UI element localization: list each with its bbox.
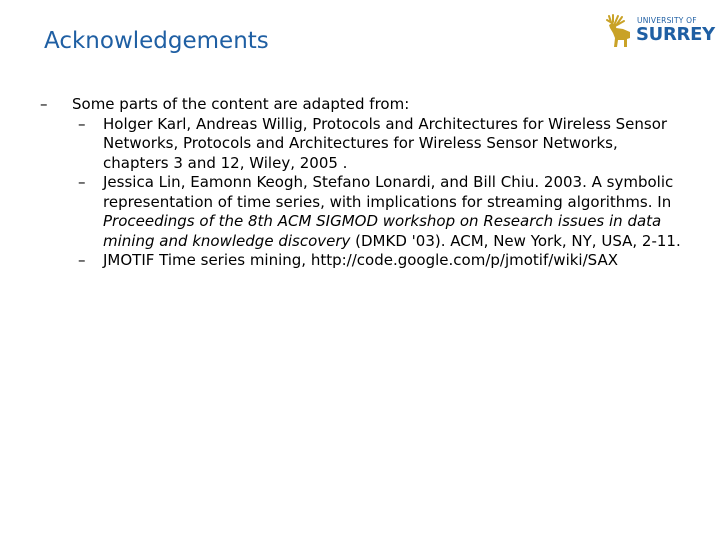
dash-bullet: – [78,114,86,133]
bullet-level2 [40,251,700,271]
dash-bullet: – [78,251,86,269]
bullet-intro-text: Some parts of the content are adapted from: [72,95,410,113]
bullet-level2 [40,173,700,251]
stag-icon [603,14,633,50]
bullet-level2 [40,115,700,174]
logo-university-of: UNIVERSITY OF [637,16,697,25]
reference-karl-willig: Holger Karl, Andreas Willig, Protocols and Architectures for Wireless Sensor Networks, Protocols and Architectures for Wireless Sensor Networks, chapters 3 and 12, Wiley, 2005 . [103,114,668,172]
reference-lin-keogh [103,173,688,251]
slide-content [40,95,700,271]
logo-surrey: SURREY [636,24,715,45]
reference-lin-keogh-proceedings: Proceedings of the 8th ACM SIGMOD workshop on Research issues in data mining and knowledge discovery [103,212,662,250]
reference-lin-keogh-part1: Jessica Lin, Eamonn Keogh, Stefano Lonardi, and Bill Chiu. 2003. A symbolic representation of time series, with implications for streaming algorithms. In [103,173,674,211]
dash-bullet: – [40,95,48,113]
reference-lin-keogh-part2: (DMKD '03). ACM, New York, NY, USA, 2-11. [350,231,681,250]
reference-jmotif: JMOTIF Time series mining, http://code.google.com/p/jmotif/wiki/SAX [103,251,618,269]
slide-title: Acknowledgements [44,28,269,54]
university-logo [603,12,715,52]
dash-bullet: – [78,173,86,191]
bullet-level1 [40,95,700,115]
